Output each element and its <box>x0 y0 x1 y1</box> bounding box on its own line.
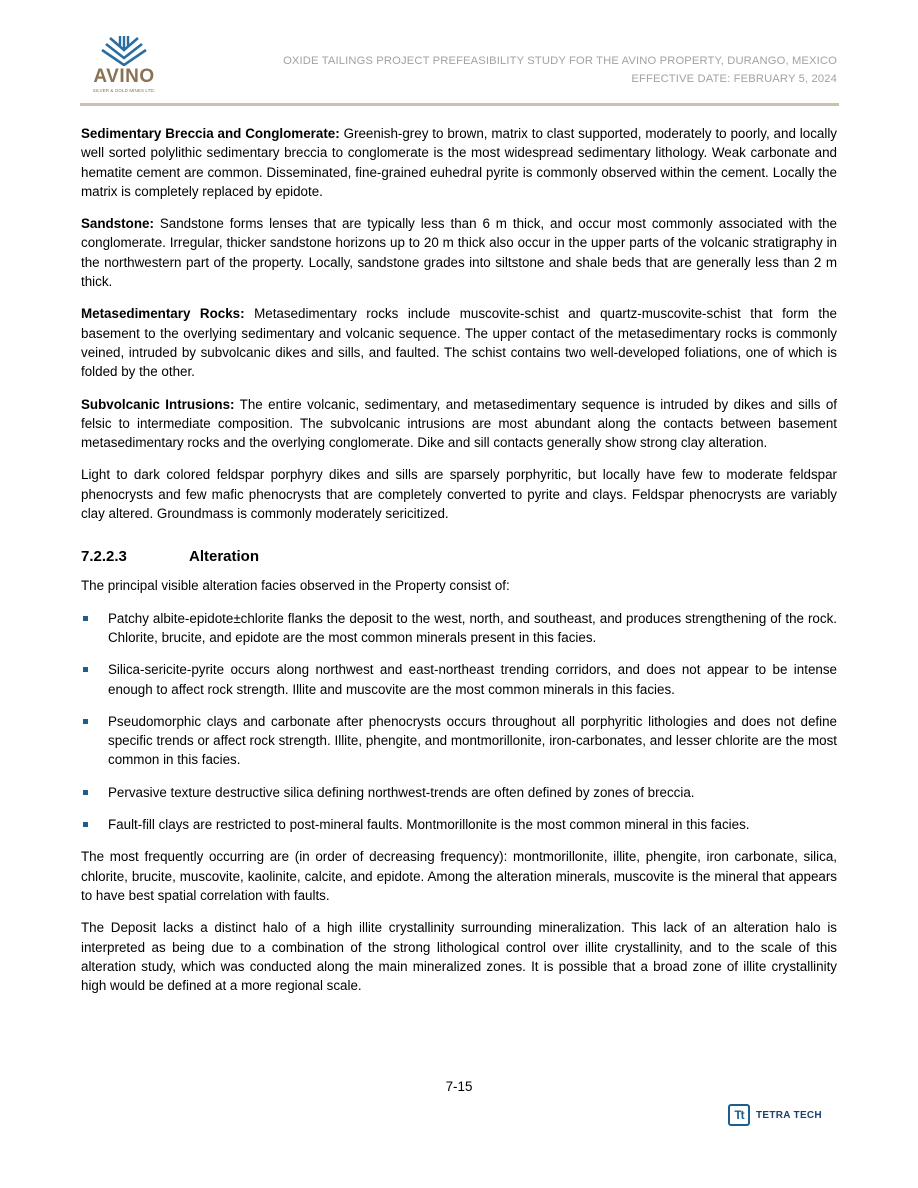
header-title: OXIDE TAILINGS PROJECT PREFEASIBILITY STUDY FOR THE AVINO PROPERTY, DURANGO, MEXICO <box>283 55 837 67</box>
paragraph-text: Greenish-grey to brown, matrix to clast supported, moderately to poorly, and locally well sorted polylithic sedimentary breccia to conglomerate is the most widespread sedimentary lithology. Weak carbonate and hematite cement are common. Disseminated, fine-grained euhedral pyrite is commonly observed within the cement. Locally the matrix is completely replaced by epidote. <box>81 126 837 199</box>
section-heading <box>81 547 837 567</box>
paragraph-sandstone <box>81 214 837 291</box>
section-title: Alteration <box>189 548 260 566</box>
paragraph-sedimentary-breccia <box>81 124 837 201</box>
tetra-tech-logo <box>728 1104 822 1126</box>
bullet-icon <box>81 712 108 770</box>
section-number: 7.2.2.3 <box>81 548 127 566</box>
tetra-tech-mark-icon: Tt <box>728 1104 750 1126</box>
logo-wordmark: AVINO <box>93 66 155 87</box>
logo-subtitle: SILVER & GOLD MINES LTD. <box>92 88 156 93</box>
bullet-icon <box>81 783 108 802</box>
header-divider <box>80 103 839 106</box>
list-item-text: Fault-fill clays are restricted to post-mineral faults. Montmorillonite is the most common mineral in this facies. <box>108 817 750 833</box>
list-item <box>81 609 837 648</box>
bullet-icon <box>81 815 108 834</box>
paragraph-subvolcanic <box>81 395 837 453</box>
list-item-text: Patchy albite-epidote±chlorite flanks the deposit to the west, north, and southeast, and produces strengthening of the rock. Chlorite, brucite, and epidote are the most common minerals present in this facies. <box>108 610 837 645</box>
page-body <box>81 124 837 1008</box>
tetra-tech-wordmark: TETRA TECH <box>756 1109 822 1121</box>
paragraph-lead: Subvolcanic Intrusions: <box>81 396 235 412</box>
list-item-text: Pseudomorphic clays and carbonate after phenocrysts occurs throughout all porphyritic lithologies and does not define specific trends or affect rock strength. Illite, phengite, and montmorillonite, iron-carbonates, and lesser chlorite are the most common in this facies. <box>108 713 837 768</box>
paragraph-illite-halo: The Deposit lacks a distinct halo of a high illite crystallinity surrounding mineralization. This lack of an alteration halo is interpreted as being due to a combination of the strong lithological control over illite crystallinity, and to the scale of this alteration study, which was conducted along the main mineralized zones. It is possible that a broad zone of illite crystallinity high would be defined at a more regional scale. <box>81 920 837 994</box>
page-number: 7-15 <box>445 1079 473 1094</box>
paragraph-text: Metasedimentary rocks include muscovite-schist and quartz-muscovite-schist that form the basement to the overlying sedimentary and volcanic sequence. The upper contact of the metasedimentary rocks is commonly veined, intruded by subvolcanic dikes and sills, and faulted. The schist contains two well-developed foliations, one of which is folded by the other. <box>81 306 838 380</box>
list-item <box>81 712 837 770</box>
paragraph-lead: Metasedimentary Rocks: <box>81 306 245 322</box>
bullet-icon <box>81 660 108 699</box>
list-item-text: Silica-sericite-pyrite occurs along northwest and east-northeast trending corridors, and does not appear to be intense enough to affect rock strength. Illite and muscovite are the most common minerals in this facies. <box>108 662 837 697</box>
section-intro: The principal visible alteration facies observed in the Property consist of: <box>81 578 510 594</box>
paragraph-lead: Sedimentary Breccia and Conglomerate: <box>81 126 340 141</box>
paragraph-text: Light to dark colored feldspar porphyry dikes and sills are sparsely porphyritic, but locally have few to moderate feldspar phenocrysts and few mafic phenocrysts that are completely converted to pyrite and clays. Feldspar phenocrysts are variably clay altered. Groundmass is commonly moderately sericitized. <box>81 467 837 522</box>
bullet-icon <box>81 609 108 648</box>
header-effective-date: EFFECTIVE DATE: FEBRUARY 5, 2024 <box>631 73 837 85</box>
list-item <box>81 815 837 834</box>
list-item-text: Pervasive texture destructive silica defining northwest-trends are often defined by zones of breccia. <box>108 784 695 800</box>
list-item <box>81 660 837 699</box>
paragraph-metasedimentary <box>81 304 837 381</box>
list-item <box>81 783 837 802</box>
avino-logo <box>84 36 164 100</box>
paragraph-text: The entire volcanic, sedimentary, and metasedimentary sequence is intruded by dikes and sills of felsic to intermediate composition. The subvolcanic intrusions are most abundant along the contacts between basement metasedimentary rocks and the overlying conglomerate. Dike and sill contacts generally show strong clay alteration. <box>81 396 837 451</box>
paragraph-frequency: The most frequently occurring are (in order of decreasing frequency): montmorillonite, illite, phengite, iron carbonate, silica, chlorite, brucite, muscovite, kaolinite, calcite, and epidote. Among the alteration minerals, muscovite is the mineral that appears to have best spatial correlation with faults. <box>81 849 837 903</box>
document-header <box>283 52 837 88</box>
paragraph-feldspar-porphyry <box>81 465 837 523</box>
paragraph-text: Sandstone forms lenses that are typically less than 6 m thick, and occur most commonly associated with the conglomerate. Irregular, thicker sandstone horizons up to 20 m thick also occur in the upper parts of the volcanic stratigraphy in the northwestern part of the property. Locally, sandstone grades into siltstone and shale beds that are generally less than 2 m thick. <box>81 216 837 290</box>
avino-emblem-icon <box>100 36 148 66</box>
paragraph-lead: Sandstone: <box>81 216 154 232</box>
